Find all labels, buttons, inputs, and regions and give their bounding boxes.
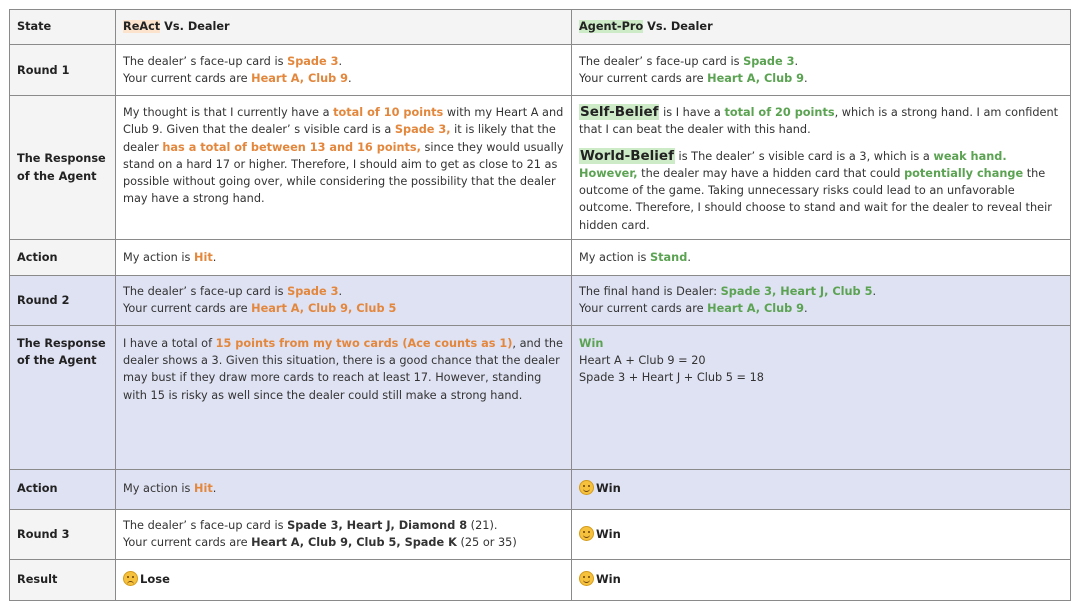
header-row [10, 10, 1071, 45]
round3-react-cell [116, 509, 572, 559]
result-agentpro-cell [572, 559, 1071, 600]
text: . [338, 54, 343, 68]
dealer-hand: Spade 3, Heart J, Club 5 [720, 285, 873, 299]
text: The dealer’ s face-up card is [123, 285, 288, 299]
text: Your current cards are [579, 72, 708, 86]
win-text: Win [596, 526, 621, 541]
round2-react-cell [116, 275, 572, 325]
text: . [212, 250, 217, 264]
sad-face-icon [123, 571, 138, 586]
lose-text: Lose [140, 572, 170, 587]
text: . [794, 54, 799, 68]
round2-agentpro-cell [572, 275, 1071, 325]
text: My thought is that I currently have a [123, 106, 334, 120]
text: The dealer’ s face-up card is [123, 519, 288, 533]
self-belief-block [579, 104, 1063, 138]
response2-agentpro-cell [572, 326, 1071, 469]
text: (25 or 35) [456, 536, 517, 550]
round1-react-cell [116, 45, 572, 96]
text: The final hand is Dealer: [579, 285, 721, 299]
text: is The dealer’ s visible card is a 3, which is a [674, 149, 934, 163]
action2-react-cell [116, 469, 572, 509]
highlight: total of 20 points [724, 106, 835, 120]
highlight: total of 10 points [333, 106, 444, 120]
dealer-hand: Spade 3, Heart J, Diamond 8 [287, 519, 468, 533]
text: . [804, 72, 808, 86]
player-total: Heart A + Club 9 = 20 [579, 354, 706, 368]
round1-row [10, 45, 1071, 96]
text: . [687, 250, 691, 264]
win-label: Win [579, 337, 604, 351]
result-label: Result [10, 559, 116, 600]
text: The dealer’ s face-up card is [123, 54, 288, 68]
text: the outcome of the game. Taking unnecessary risks could lead to an unfavorable outcome. Therefore, I should choose to stand and wait for the dealer to reveal their hidden card. [579, 166, 1052, 232]
text: The dealer’ s face-up card is [579, 54, 744, 68]
action1-row [10, 239, 1071, 275]
text: . [804, 302, 808, 316]
state-header: State [10, 10, 116, 45]
text: I have a total of [123, 337, 216, 351]
text: since they would usually stand on a hard 17 or higher. Therefore, I should aim to get as close to 21 as possible without going over, while considering the possibility that the dealer may have a strong hand. [123, 140, 564, 206]
text: the dealer may have a hidden card that could [637, 166, 905, 180]
action1-agentpro-cell [572, 239, 1071, 275]
text: . [872, 285, 877, 299]
text: with my Heart A and Club 9. Given that the dealer’ s visible card is a [123, 106, 564, 137]
player-cards: Heart A, Club 9 [707, 72, 805, 86]
round2-label: Round 2 [10, 275, 116, 325]
world-belief-tag: World-Belief [580, 147, 674, 164]
dealer-total: Spade 3 + Heart J + Club 5 = 18 [579, 371, 764, 385]
response2-react-cell [116, 326, 572, 469]
text: . [348, 72, 352, 86]
player-cards: Heart A, Club 9, Club 5, Spade K [251, 536, 457, 550]
round1-label: Round 1 [10, 45, 116, 96]
action1-label: Action [10, 239, 116, 275]
comparison-table [9, 9, 1071, 601]
grinning-face-icon [579, 571, 594, 586]
text: is I have a [659, 106, 725, 120]
text: My action is [123, 250, 195, 264]
round3-label: Round 3 [10, 509, 116, 559]
text: , and the dealer shows a 3. Given this situation, there is a good chance that the dealer may bust if they draw more cards to reach at least 17. However, standing with 15 is risky as well since the dealer could still make a strong hand. [123, 337, 563, 402]
player-cards: Heart A, Club 9 [707, 302, 805, 316]
player-cards: Heart A, Club 9 [251, 72, 349, 86]
action2-row [10, 469, 1071, 509]
dealer-card: Spade 3 [287, 54, 339, 68]
text: Your current cards are [579, 302, 708, 316]
react-name: ReAct [123, 20, 161, 34]
text: , which is a strong hand. I am confident that I can beat the dealer with this hand. [579, 106, 1059, 137]
round3-agentpro-cell [572, 509, 1071, 559]
response2-row [10, 326, 1071, 469]
round3-row [10, 509, 1071, 559]
text: Your current cards are [123, 72, 252, 86]
text: it is likely that the dealer [123, 123, 556, 154]
agentpro-header-rest: Vs. Dealer [643, 20, 713, 34]
world-belief-block [579, 148, 1063, 234]
action2-agentpro-cell [572, 469, 1071, 509]
response2-label: The Response of the Agent [10, 326, 116, 469]
text: Your current cards are [123, 536, 252, 550]
highlight: 15 points from my two cards (Ace counts as 1) [215, 337, 513, 351]
action2-label: Action [10, 469, 116, 509]
round1-agentpro-cell [572, 45, 1071, 96]
grinning-face-icon [579, 526, 594, 541]
react-header [116, 10, 572, 45]
text: . [338, 285, 343, 299]
response1-label: The Response of the Agent [10, 96, 116, 239]
player-cards: Heart A, Club 9, Club 5 [251, 302, 397, 316]
text: My action is [123, 482, 195, 496]
response1-react-cell [116, 96, 572, 239]
react-header-rest: Vs. Dealer [160, 20, 230, 34]
highlight: weak hand. However, [579, 149, 1007, 180]
grinning-face-icon [579, 480, 594, 495]
round2-row [10, 275, 1071, 325]
action1-react-cell [116, 239, 572, 275]
response1-agentpro-cell [572, 96, 1071, 239]
win-text: Win [596, 572, 621, 587]
action-value: Hit [194, 250, 213, 264]
text: (21). [467, 519, 498, 533]
action-value: Stand [650, 250, 688, 264]
text: . [212, 482, 217, 496]
dealer-card: Spade 3 [287, 285, 339, 299]
highlight: potentially change [904, 166, 1024, 180]
response1-row [10, 96, 1071, 239]
text: Your current cards are [123, 302, 252, 316]
agentpro-header [572, 10, 1071, 45]
highlight: Spade 3, [394, 123, 451, 137]
win-text: Win [596, 481, 621, 496]
text: My action is [579, 250, 651, 264]
self-belief-tag: Self-Belief [580, 104, 659, 121]
highlight: has a total of between 13 and 16 points, [162, 140, 421, 154]
result-react-cell [116, 559, 572, 600]
result-row [10, 559, 1071, 600]
action-value: Hit [194, 482, 213, 496]
agentpro-name: Agent-Pro [579, 20, 644, 34]
dealer-card: Spade 3 [743, 54, 795, 68]
